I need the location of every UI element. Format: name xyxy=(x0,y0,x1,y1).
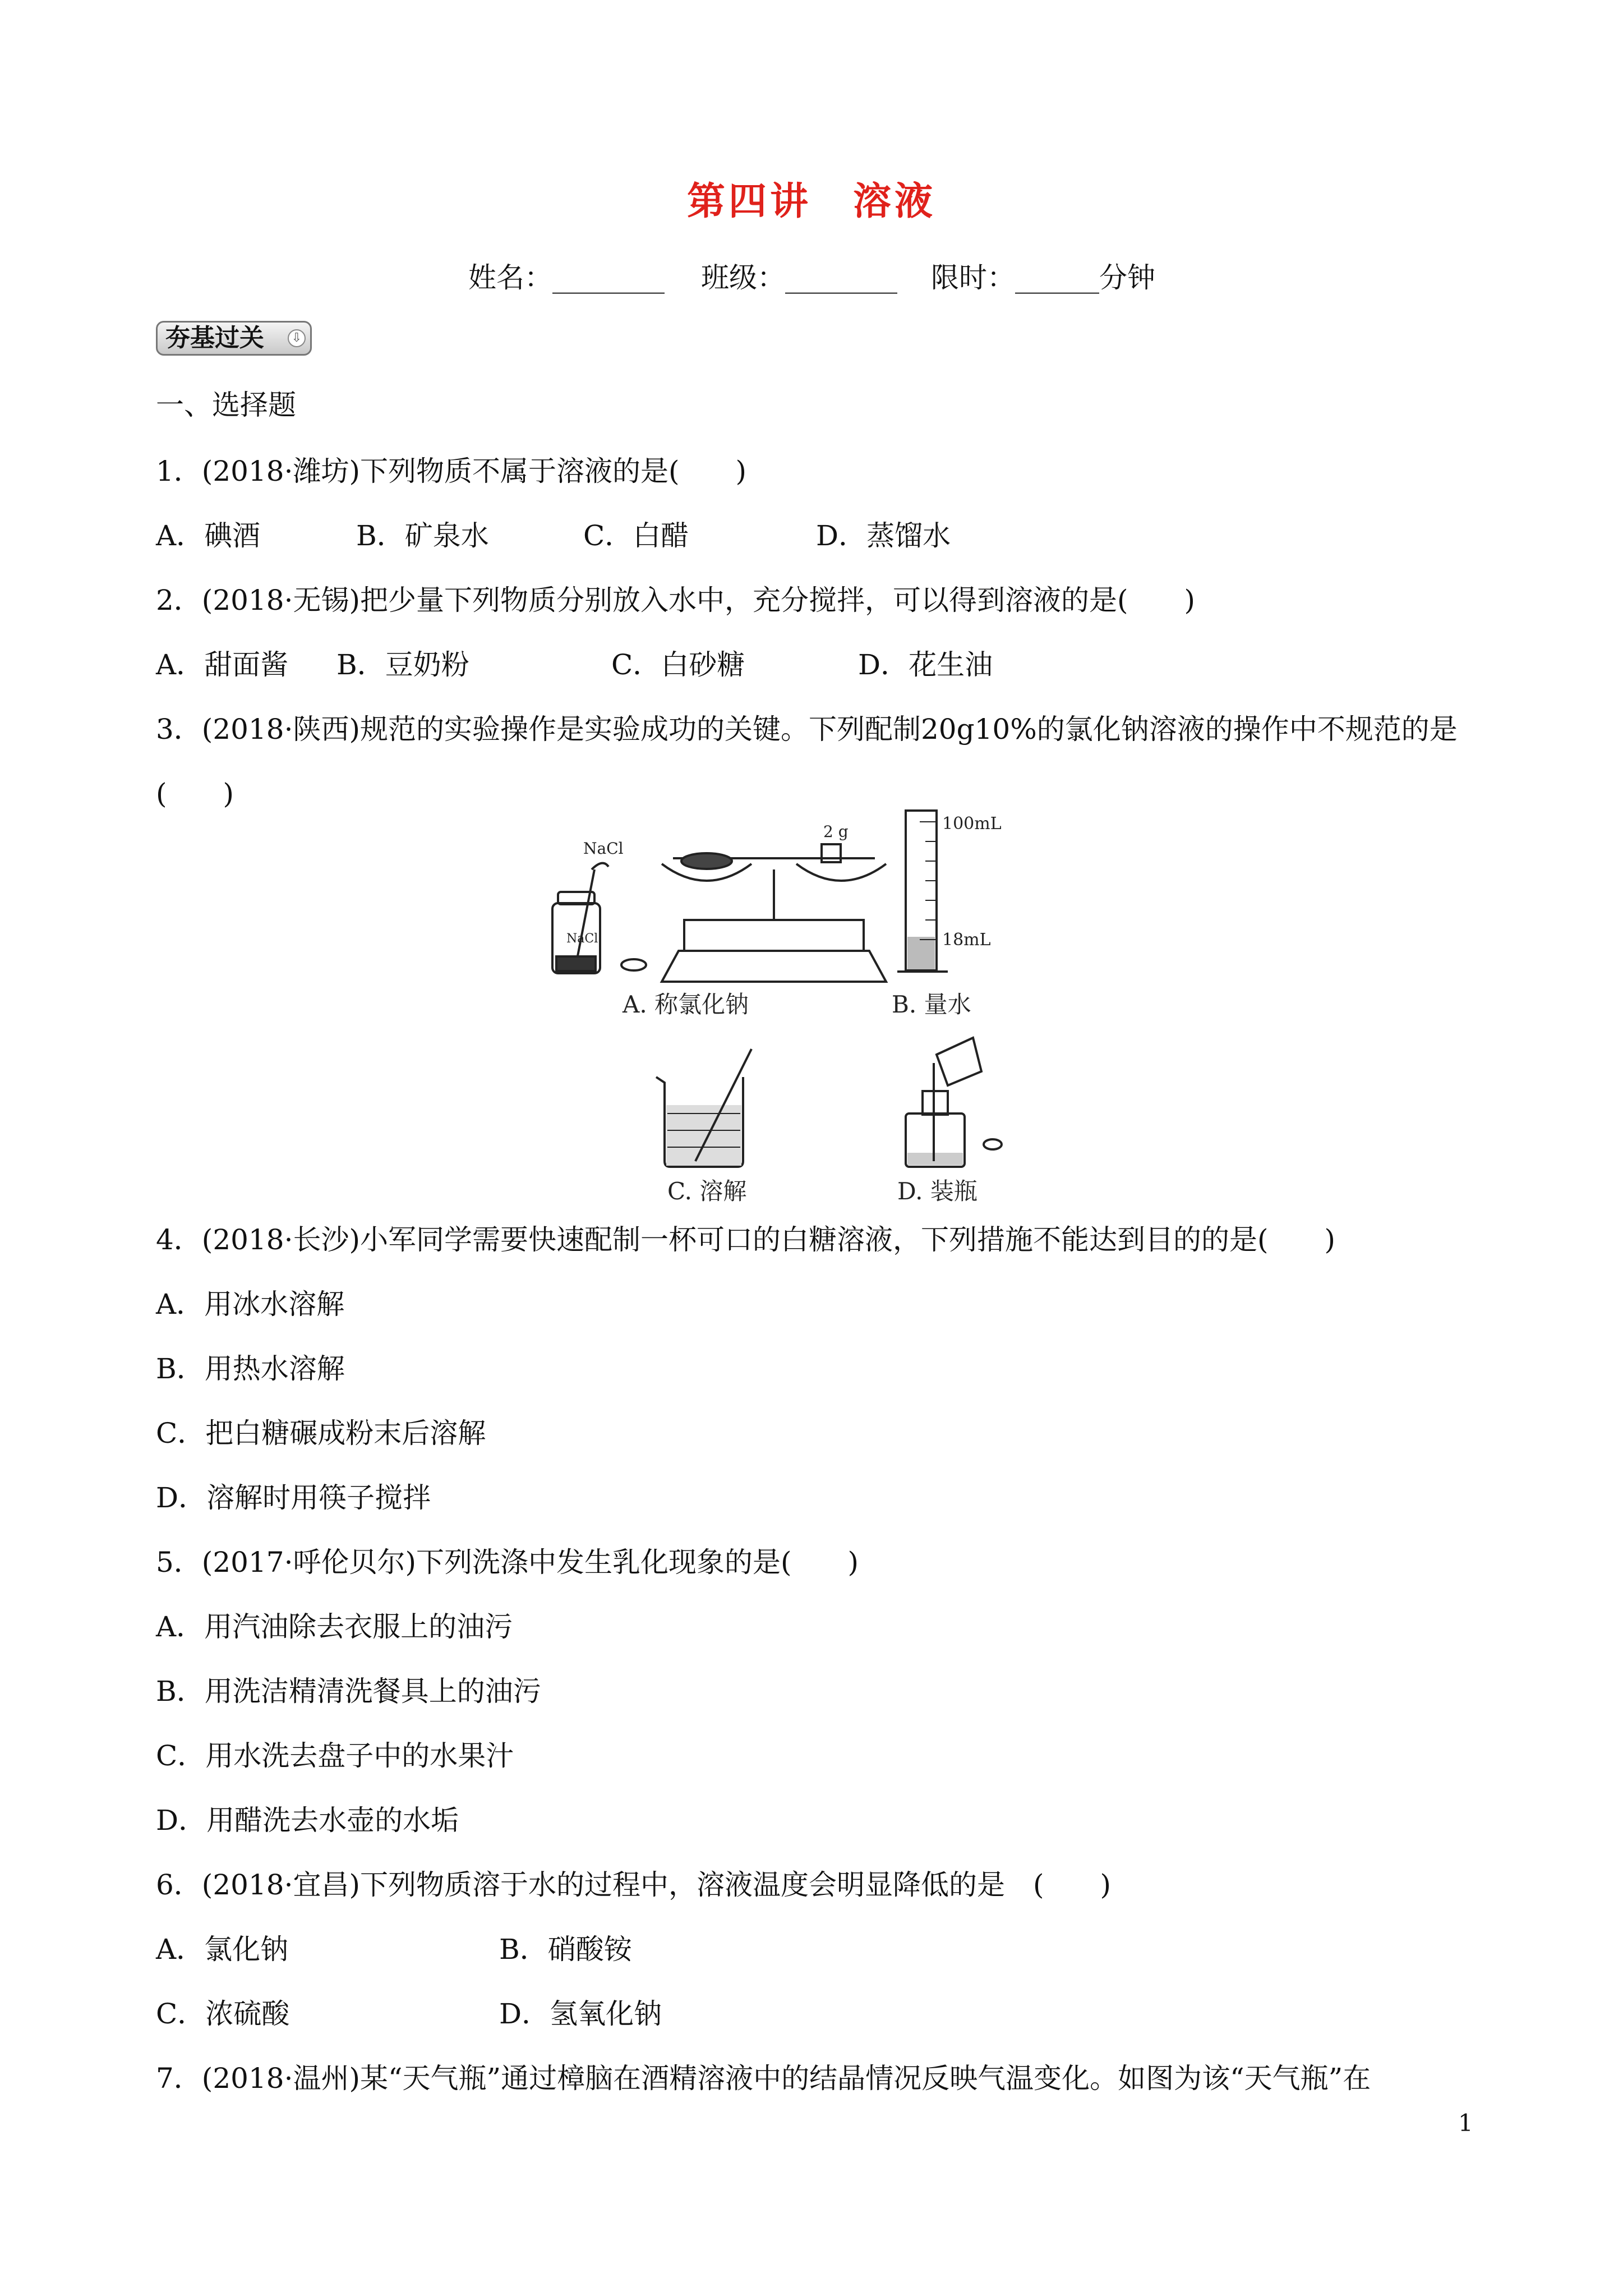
chevron-down-icon: ⇩ xyxy=(288,329,306,347)
question-6-option-b: B．硝酸铵 xyxy=(499,1933,632,1966)
experiment-figure xyxy=(533,808,1066,1212)
section-heading: 一、选择题 xyxy=(156,389,296,421)
question-2-option-d: D．花生油 xyxy=(858,648,993,681)
question-5-option-a: A．用汽油除去衣服上的油污 xyxy=(156,1611,513,1643)
figure-label-d: D. 装瓶 xyxy=(897,1177,978,1205)
question-1-option-a: A．碘酒 xyxy=(156,519,261,552)
question-6-stem: 6．(2018·宜昌)下列物质溶于水的过程中，溶液温度会明显降低的是 ( ) xyxy=(156,1869,1111,1901)
question-5-stem: 5．(2017·呼伦贝尔)下列洗涤中发生乳化现象的是( ) xyxy=(156,1546,859,1579)
question-4-option-a: A．用冰水溶解 xyxy=(156,1288,345,1320)
question-6-option-c: C．浓硫酸 xyxy=(156,1998,290,2030)
name-field: 姓名：________ xyxy=(468,261,665,294)
figure-label-a: A. 称氯化钠 xyxy=(623,991,749,1018)
question-5-option-b: B．用洗洁精清洗餐具上的油污 xyxy=(156,1675,541,1708)
question-4-option-d: D．溶解时用筷子搅拌 xyxy=(156,1481,431,1514)
question-6-option-a: A．氯化钠 xyxy=(156,1933,289,1966)
reagent-jar-icon xyxy=(552,863,608,973)
weight-label: 2 g xyxy=(823,822,849,841)
question-4-option-c: C．把白糖碾成粉末后溶解 xyxy=(156,1417,486,1450)
class-field: 班级：________ xyxy=(701,261,897,294)
question-2-stem: 2．(2018·无锡)把少量下列物质分别放入水中，充分搅拌，可以得到溶液的是( ) xyxy=(156,584,1195,616)
question-7-stem: 7．(2018·温州)某“天气瓶”通过樟脑在酒精溶液中的结晶情况反映气温变化。如图为该“天气瓶”在 xyxy=(156,2062,1371,2095)
figure-label-b: B. 量水 xyxy=(892,991,971,1018)
section-badge xyxy=(156,321,312,356)
page-title: 第四讲 溶液 xyxy=(686,180,936,224)
question-4-stem: 4．(2018·长沙)小军同学需要快速配制一杯可口的白糖溶液，下列措施不能达到目的的是( ) xyxy=(156,1223,1335,1256)
question-5-option-c: C．用水洗去盘子中的水果汁 xyxy=(156,1740,514,1772)
cylinder-mark-label: 18mL xyxy=(942,930,991,950)
question-3-stem-cont: ( ) xyxy=(156,777,234,810)
question-4-option-b: B．用热水溶解 xyxy=(156,1352,345,1385)
section-badge-label: 夯基过关 xyxy=(165,324,264,352)
graduated-cylinder-icon xyxy=(897,811,948,972)
cylinder-top-label: 100mL xyxy=(942,814,1002,834)
stopper-icon xyxy=(621,959,646,970)
question-1-option-b: B．矿泉水 xyxy=(356,519,489,552)
question-2-option-c: C．白砂糖 xyxy=(611,648,745,681)
page-number: 1 xyxy=(1458,2109,1473,2137)
nacl-jar-label: NaCl xyxy=(566,932,598,946)
question-6-option-d: D．氢氧化钠 xyxy=(499,1998,662,2030)
balance-icon xyxy=(662,844,886,982)
question-2-option-a: A．甜面酱 xyxy=(156,648,289,681)
bottle-icon xyxy=(906,1038,1002,1167)
question-1-stem: 1．(2018·潍坊)下列物质不属于溶液的是( ) xyxy=(156,455,746,487)
question-1-option-d: D．蒸馏水 xyxy=(816,519,951,552)
question-1-option-c: C．白醋 xyxy=(583,519,689,552)
question-3-stem: 3．(2018·陕西)规范的实验操作是实验成功的关键。下列配制20g10%的氯化钠溶液的操作中不规范的是 xyxy=(156,713,1458,746)
beaker-icon xyxy=(656,1049,751,1167)
question-2-option-b: B．豆奶粉 xyxy=(336,648,469,681)
nacl-bag-label: NaCl xyxy=(583,839,624,858)
figure-label-c: C. 溶解 xyxy=(667,1177,747,1205)
time-limit-field: 限时：______分钟 xyxy=(931,261,1155,294)
question-5-option-d: D．用醋洗去水壶的水垢 xyxy=(156,1804,459,1837)
